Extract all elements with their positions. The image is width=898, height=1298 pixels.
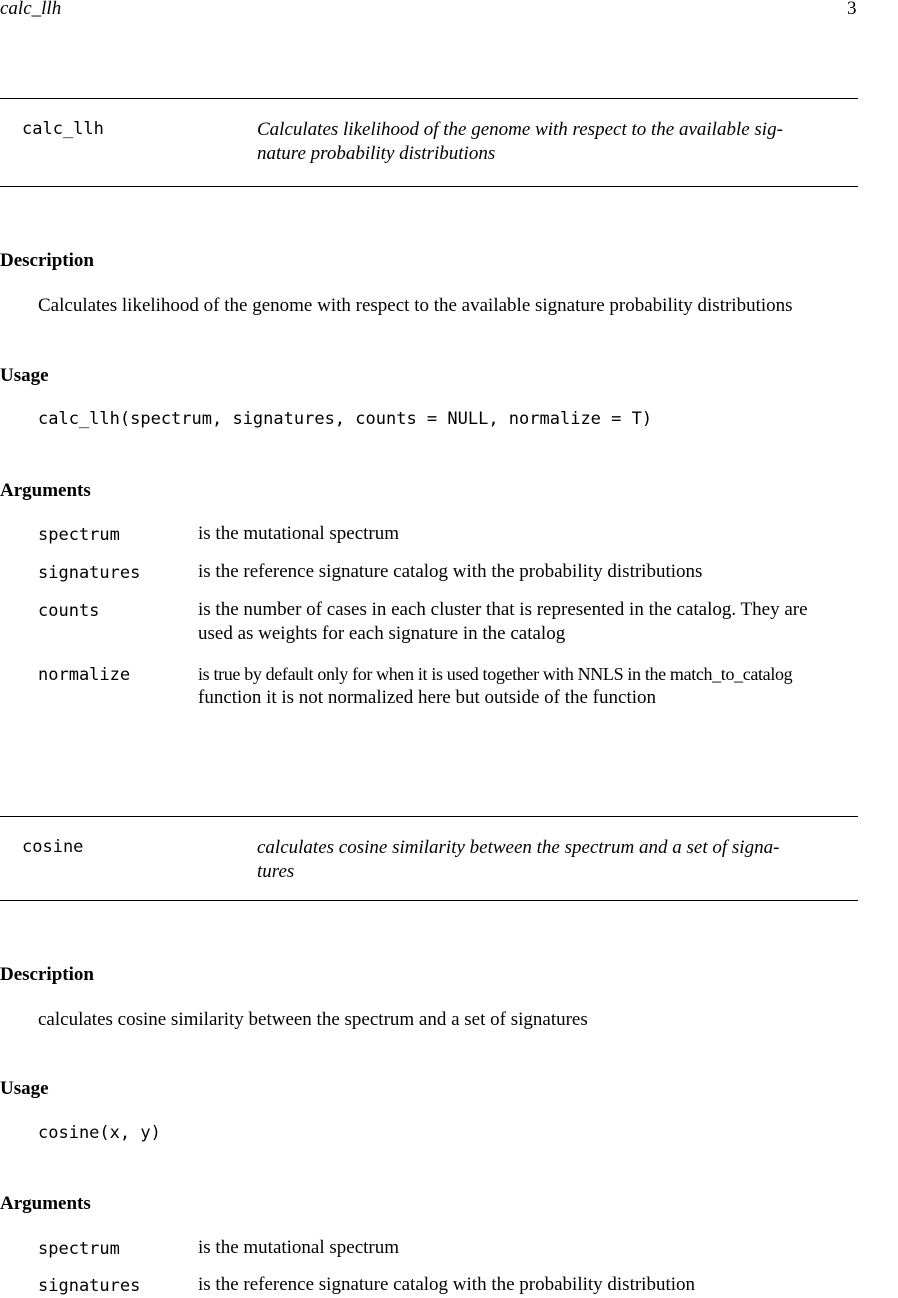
function-name: calc_llh bbox=[22, 119, 104, 139]
usage-heading: Usage bbox=[0, 365, 49, 386]
function-title bbox=[257, 118, 847, 166]
argument-name: counts bbox=[38, 601, 100, 621]
argument-name: spectrum bbox=[38, 1239, 120, 1259]
argument-description: is the reference signature catalog with the probability distribution bbox=[198, 1274, 696, 1295]
argument-name: spectrum bbox=[38, 525, 120, 545]
section-top-rule bbox=[0, 816, 858, 817]
usage-code: cosine(x, y) bbox=[38, 1123, 161, 1143]
argument-description-line: function it is not normalized here but outside of the function bbox=[198, 687, 657, 708]
argument-description-line: is the number of cases in each cluster that is represented in the catalog. They are bbox=[198, 599, 808, 620]
page-number: 3 bbox=[847, 0, 857, 19]
running-header-title: calc_llh bbox=[0, 0, 62, 19]
arguments-heading: Arguments bbox=[0, 480, 91, 501]
usage-heading: Usage bbox=[0, 1078, 49, 1099]
function-title-line: Calculates likelihood of the genome with respect to the available sig- bbox=[257, 119, 783, 140]
section-bottom-rule bbox=[0, 900, 858, 901]
description-heading: Description bbox=[0, 964, 94, 985]
function-title bbox=[257, 836, 847, 884]
argument-description: is the mutational spectrum bbox=[198, 1237, 400, 1258]
argument-description bbox=[198, 598, 808, 646]
description-text: Calculates likelihood of the genome with respect to the available signature probability distributions bbox=[38, 295, 793, 316]
description-heading: Description bbox=[0, 250, 94, 271]
function-title-line: calculates cosine similarity between the spectrum and a set of signa- bbox=[257, 837, 780, 858]
function-name: cosine bbox=[22, 837, 84, 857]
argument-description-line: used as weights for each signature in the catalog bbox=[198, 623, 566, 644]
description-text: calculates cosine similarity between the spectrum and a set of signatures bbox=[38, 1009, 588, 1030]
argument-description: is the reference signature catalog with the probability distributions bbox=[198, 561, 703, 582]
argument-description: is the mutational spectrum bbox=[198, 523, 400, 544]
argument-description-line: is true by default only for when it is used together with NNLS in the match_to_catalog bbox=[198, 664, 793, 684]
section-bottom-rule bbox=[0, 186, 858, 187]
argument-description bbox=[198, 662, 792, 710]
function-title-line: tures bbox=[257, 861, 295, 882]
usage-code: calc_llh(spectrum, signatures, counts = NULL, normalize = T) bbox=[38, 409, 653, 429]
argument-name: normalize bbox=[38, 665, 131, 685]
arguments-heading: Arguments bbox=[0, 1193, 91, 1214]
function-title-line: nature probability distributions bbox=[257, 143, 496, 164]
argument-name: signatures bbox=[38, 563, 141, 583]
section-top-rule bbox=[0, 98, 858, 99]
argument-name: signatures bbox=[38, 1276, 141, 1296]
